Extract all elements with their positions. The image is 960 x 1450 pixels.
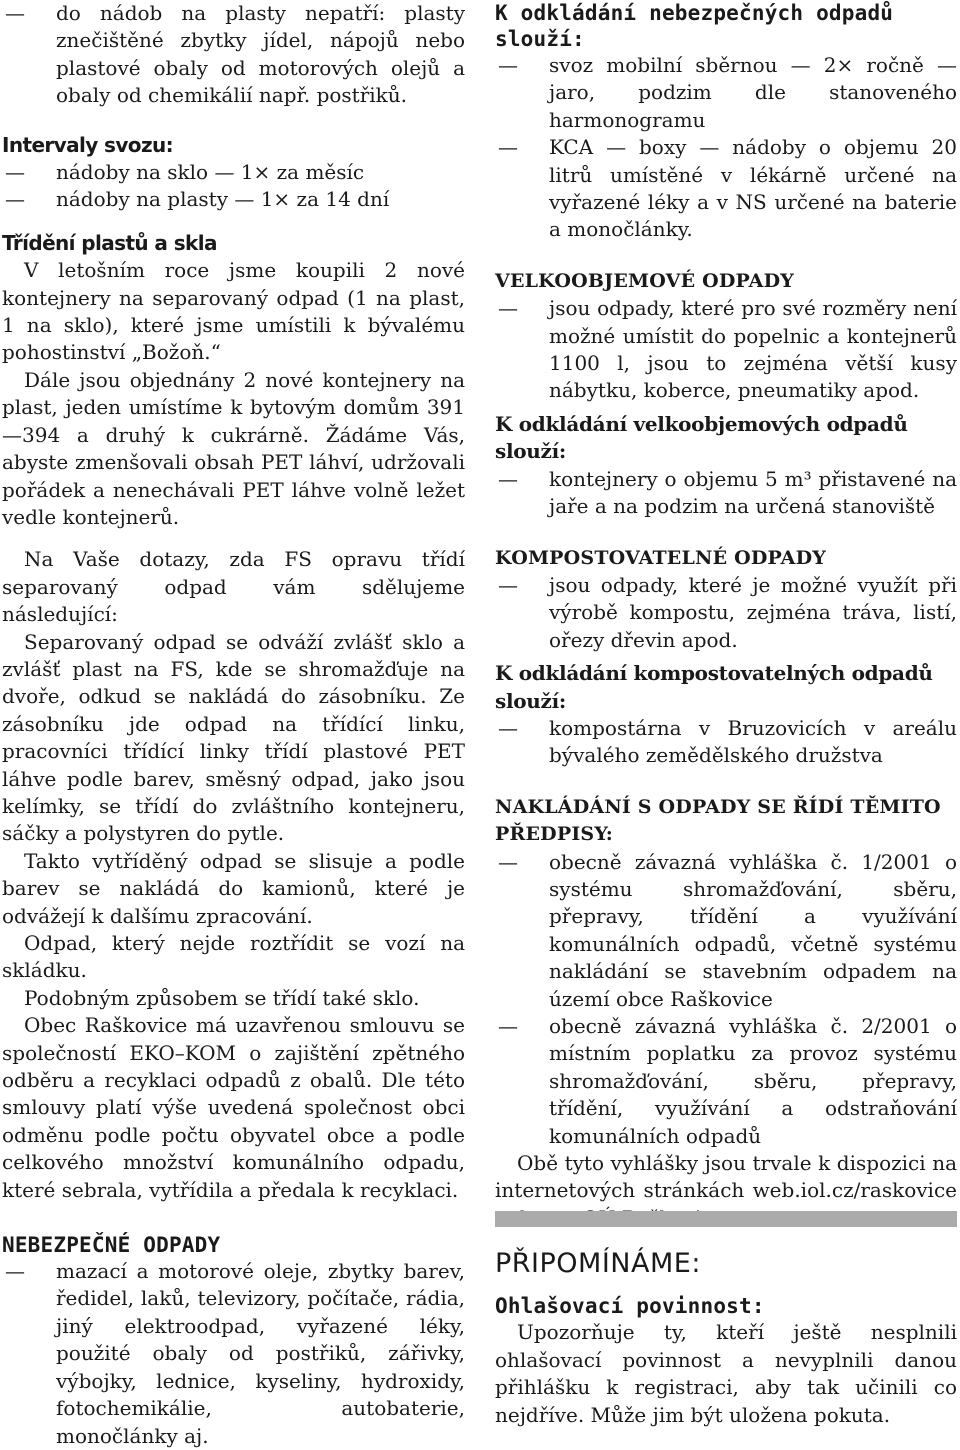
paragraph: Odpad, který nejde roztřídit se vozí na skládku. [2, 931, 465, 983]
section-heading-compost-disposal: K odkládání kompostovatelných odpadů slouží: [495, 661, 933, 713]
section-heading-sorting: Třídění plastů a skla [2, 230, 217, 255]
section-heading-hazard-disposal: K odkládání nebezpečných odpadů slouží: [495, 1, 894, 51]
list-item [2, 0, 465, 110]
list-item [495, 715, 957, 770]
dash-bullet: — [5, 160, 25, 185]
dash-bullet: — [498, 572, 518, 597]
dash-bullet: — [498, 849, 518, 874]
dash-bullet: — [5, 1, 25, 25]
dash-bullet: — [498, 715, 518, 740]
dash-bullet: — [5, 1259, 25, 1284]
paragraph: Takto vytříděný odpad se slisuje a podle barev se nakládá do kamionů, které je odvážejí k dalšímu zpracování. [2, 848, 465, 928]
dash-bullet: — [498, 135, 518, 160]
paragraph: Dále jsou objednány 2 nové kontejnery na plast, jeden umístíme k bytovým domům 391—394 a druhý k cukrárně. Žádáme Vás, abyste zmenšovali obsah PET láhví, udržovali pořádek a nenechávali PET láhve volně ležet vedle kontejnerů. [2, 367, 465, 529]
item-text: nádoby na plasty — 1× za 14 dní [56, 187, 390, 212]
section-divider [495, 1211, 957, 1227]
dash-bullet: — [5, 187, 25, 212]
item-text: kontejnery o objemu 5 m³ přistavené na jaře a na podzim na určená stanoviště [549, 466, 957, 519]
item-text: kompostárna v Bruzovicích v areálu bývalého zemědělského družstva [549, 715, 957, 768]
list-item [495, 134, 957, 244]
dash-bullet: — [498, 466, 518, 491]
item-text: nádoby na sklo — 1× za měsíc [56, 160, 365, 185]
item-text: KCA — boxy — nádoby o objemu 20 litrů umístěné v lékárně určené na vyřazené léky a v NS určené na baterie a monočlánky. [549, 135, 957, 242]
left-column [2, 0, 465, 1450]
item-text: do nádob na plasty nepatří: plasty znečištěné zbytky jídel, nápojů nebo plastové obaly od motorových olejů a obaly od chemikálií např. postřiků. [56, 1, 465, 108]
paragraph: Obě tyto vyhlášky jsou trvale k dispozici na internetových stránkách web.iol.cz/raskovice [495, 1151, 957, 1203]
item-text: jsou odpady, které pro své rozměry není možné umístit do popelnic a kontejnerů 1100 l, jsou to zejména větší kusy nábytku, koberce, pneumatiky apod. [549, 296, 957, 403]
list-item [495, 849, 957, 1013]
dash-bullet: — [498, 1014, 518, 1038]
list-item [495, 52, 957, 134]
section-heading-hazardous: NEBEZPEČNÉ ODPADY [2, 1233, 221, 1258]
section-heading-bulky-disposal: K odkládání velkoobjemových odpadů slouží: [495, 411, 908, 464]
section-heading-intervals: Intervaly svozu: [2, 132, 174, 157]
section-heading-regulations: NAKLÁDÁNÍ S ODPADY SE ŘÍDÍ TĚMITO PŘEDPISY: [495, 795, 941, 846]
item-text: mazací a motorové oleje, zbytky barev, ředidel, laků, televizory, počítače, rádia, jiný elektroodpad, vyřazené léky, použité obaly od postřiků, zářivky, výbojky, lednice, kyseliny, hydroxidy, fotochemikálie, autobaterie, monočlánky aj. [56, 1259, 465, 1448]
section-heading-bulky: VELKOOBJEMOVÉ ODPADY [495, 269, 795, 292]
item-text: obecně závazná vyhláška č. 1/2001 o systému shromažďování, sběru, přepravy, třídění a využívání komunálních odpadů, včetně systému nakládání se stavebním odpadem na území obce Raškovice [549, 849, 957, 1011]
list-item [2, 159, 465, 186]
list-item [2, 1258, 465, 1450]
section-heading-compost: KOMPOSTOVATELNÉ ODPADY [495, 546, 827, 569]
list-item [2, 186, 465, 213]
item-text: obecně závazná vyhláška č. 2/2001 o místním poplatku za provoz systému shromažďování, sběru, přepravy, třídění, využívání a odstraňování komunálních odpadů [549, 1014, 957, 1148]
list-item [495, 295, 957, 405]
dash-bullet: — [498, 53, 518, 77]
list-item [495, 572, 957, 654]
list-item [495, 1013, 957, 1150]
paragraph: Obec Raškovice má uzavřenou smlouvu se společností EKO–KOM o zajištění zpětného odběru a recyklaci odpadů z obalů. Dle této smlouvy platí výše uvedená společnost obci odměnu podle počtu obyvatel obce a podle celkového množství komunálního odpadu, které sebrala, vytřídila a předala k recyklaci. [2, 1013, 465, 1202]
dash-bullet: — [498, 296, 518, 321]
paragraph: Na Vaše dotazy, zda FS opravu třídí separovaný odpad vám sdělujeme následující: [2, 547, 465, 627]
reminder-heading: PŘIPOMÍNÁME: [495, 1248, 701, 1279]
paragraph: Podobným způsobem se třídí také sklo. [24, 985, 420, 1010]
report-text: Upozorňuje ty, kteří ještě nesplnili ohlašovací povinnost a nevyplnili danou přihlášku k registraci, aby tak učinili co nejdříve. Může jim být uložena pokuta. [495, 1320, 957, 1427]
item-text: svoz mobilní sběrnou — 2× ročně — jaro, podzim dle stanoveného harmonogramu [549, 53, 957, 132]
report-heading: Ohlašovací povinnost: [495, 1294, 765, 1319]
reminder-box [495, 1250, 957, 1429]
paragraph: Separovaný odpad se odváží zvlášť sklo a zvlášť plast na FS, kde se shromažďuje na dvoře, odkud se nakládá do zásobníku. Ze zásobníku jde odpad na třídící linku, pracovníci třídící linky třídí plastové PET láhve podle barev, směsný odpad, jako jsou kelímky, se třídí do zvláštního kontejneru, sáčky a polystyren do pytle. [2, 629, 465, 846]
right-column [495, 0, 957, 1232]
list-item [495, 466, 957, 521]
paragraph: V letošním roce jsme koupili 2 nové kontejnery na separovaný odpad (1 na plast, 1 na sklo), které jsme umístili k bývalému pohostinství „Božoň.“ [2, 258, 465, 365]
item-text: jsou odpady, které je možné využít při výrobě kompostu, zejména tráva, listí, ořezy dřevin apod. [549, 572, 957, 652]
